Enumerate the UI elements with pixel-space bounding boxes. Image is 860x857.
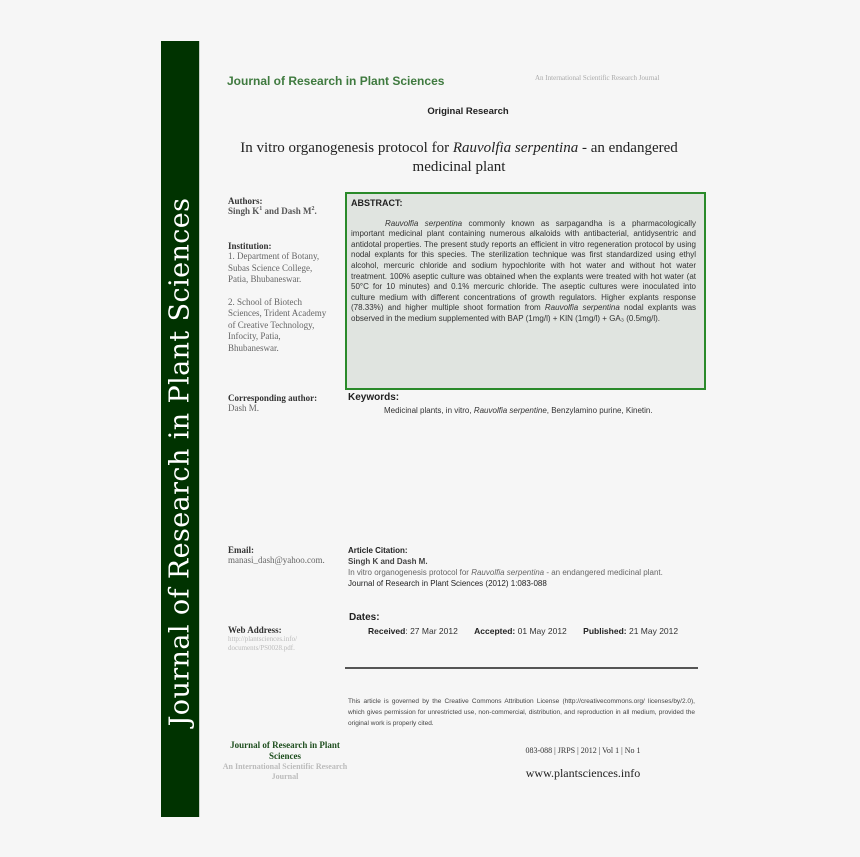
footer-journal-tagline: An International Scientific Research Journal xyxy=(222,762,348,781)
abstract-text: Rauvolfia serpentina commonly known as sarpagandha is a pharmacologically important medicinal plant containing numerous alkaloids with antibacterial, antidysentric and antidotal properties. The present study reports an efficient in vitro regeneration protocol by using nodal explants for this species. The sterilization technique was first standardized using ethyl alcohol, mercuric chloride and sodium hypochlorite with hot water and without hot water treatment. 100% aseptic culture was obtained when the explants were treated with hot water (at 50°C for 10 minutes) and 0.1% mercuric chloride. The aseptic cultures were inoculated into culture medium with different concentrations of growth regulators. Higher explants response (78.33%) and higher multiple shoot formation from Rauvolfia serpentina nodal explants was observed in the medium supplemented with BAP (1mg/l) + KIN (1mg/l) + GA₃ (0.5mg/l). xyxy=(351,218,697,323)
web-address-label: Web Address: xyxy=(228,625,282,635)
web-address-value[interactable]: http://plantsciences.info/ documents/PS0028.pdf. xyxy=(228,635,298,652)
citation-source: Journal of Research in Plant Sciences (2012) 1:083-088 xyxy=(348,579,547,588)
email-block xyxy=(228,545,325,567)
section-divider xyxy=(345,667,698,669)
accepted-value: 01 May 2012 xyxy=(515,626,567,636)
corresponding-label: Corresponding author: xyxy=(228,393,318,403)
sidebar-journal-title: Journal of Research in Plant Sciences xyxy=(164,197,196,727)
keywords-text: Medicinal plants, in vitro, Rauvolfia serpentine, Benzylamino purine, Kinetin. xyxy=(384,406,653,415)
accepted-label: Accepted: xyxy=(474,626,516,636)
journal-header-title: Journal of Research in Plant Sciences xyxy=(227,74,445,88)
published-value: 21 May 2012 xyxy=(626,626,679,636)
journal-sidebar-band xyxy=(161,41,200,817)
institution-block xyxy=(228,241,333,354)
footer-website-url[interactable]: www.plantsciences.info xyxy=(525,766,641,780)
license-notice: This article is governed by the Creative Commons Attribution License (http://creativecommons.org/ licenses/by/2.0), which gives permission for unrestricted use, non-commercial, distribution, and reproduction in all medium, provided the original work is properly cited. xyxy=(348,698,695,727)
article-citation xyxy=(348,545,698,589)
corresponding-value: Dash M. xyxy=(228,403,259,413)
institution-label: Institution: xyxy=(228,241,272,251)
article-type: Original Research xyxy=(427,106,509,117)
footer-issue-meta: 083-088 | JRPS | 2012 | Vol 1 | No 1 xyxy=(525,746,641,755)
keywords-label: Keywords: xyxy=(348,392,400,403)
dates-label: Dates: xyxy=(349,612,380,623)
citation-authors: Singh K and Dash M. xyxy=(348,557,428,566)
published-label: Published: xyxy=(583,626,627,636)
title-prefix: In vitro organogenesis protocol for xyxy=(240,140,453,156)
email-label: Email: xyxy=(228,545,254,555)
citation-title: In vitro organogenesis protocol for Rauvolfia serpentina - an endangered medicinal plant. xyxy=(348,568,663,577)
abstract-heading: ABSTRACT: xyxy=(351,198,403,208)
received-value: : 27 Mar 2012 xyxy=(405,626,458,636)
institution-2: 2. School of Biotech Sciences, Trident Academy of Creative Technology, Infocity, Patia, Bhubaneswar. xyxy=(228,296,327,353)
web-address-block xyxy=(228,625,318,653)
received-label: Received xyxy=(368,626,406,636)
institution-1: 1. Department of Botany, Subas Science College, Patia, Bhubaneswar. xyxy=(228,251,320,284)
corresponding-author-block xyxy=(228,393,317,415)
title-species: Rauvolfia serpentina xyxy=(452,140,579,156)
dates-row xyxy=(368,626,678,636)
citation-label: Article Citation: xyxy=(348,546,408,555)
authors-block xyxy=(228,196,317,216)
footer-journal-name: Journal of Research in Plant Sciences xyxy=(230,740,340,761)
journal-header-tagline: An International Scientific Research Journal xyxy=(535,74,660,82)
title-suffix: - an endangered medicinal plant xyxy=(412,140,678,175)
authors-label: Authors: xyxy=(228,196,263,206)
abstract-box xyxy=(345,192,706,390)
paper-title xyxy=(228,139,690,177)
authors-value: Singh $K^1$ and Dash $M^2$. xyxy=(228,206,317,216)
email-value[interactable]: manasi_dash@yahoo.com. xyxy=(228,555,325,565)
